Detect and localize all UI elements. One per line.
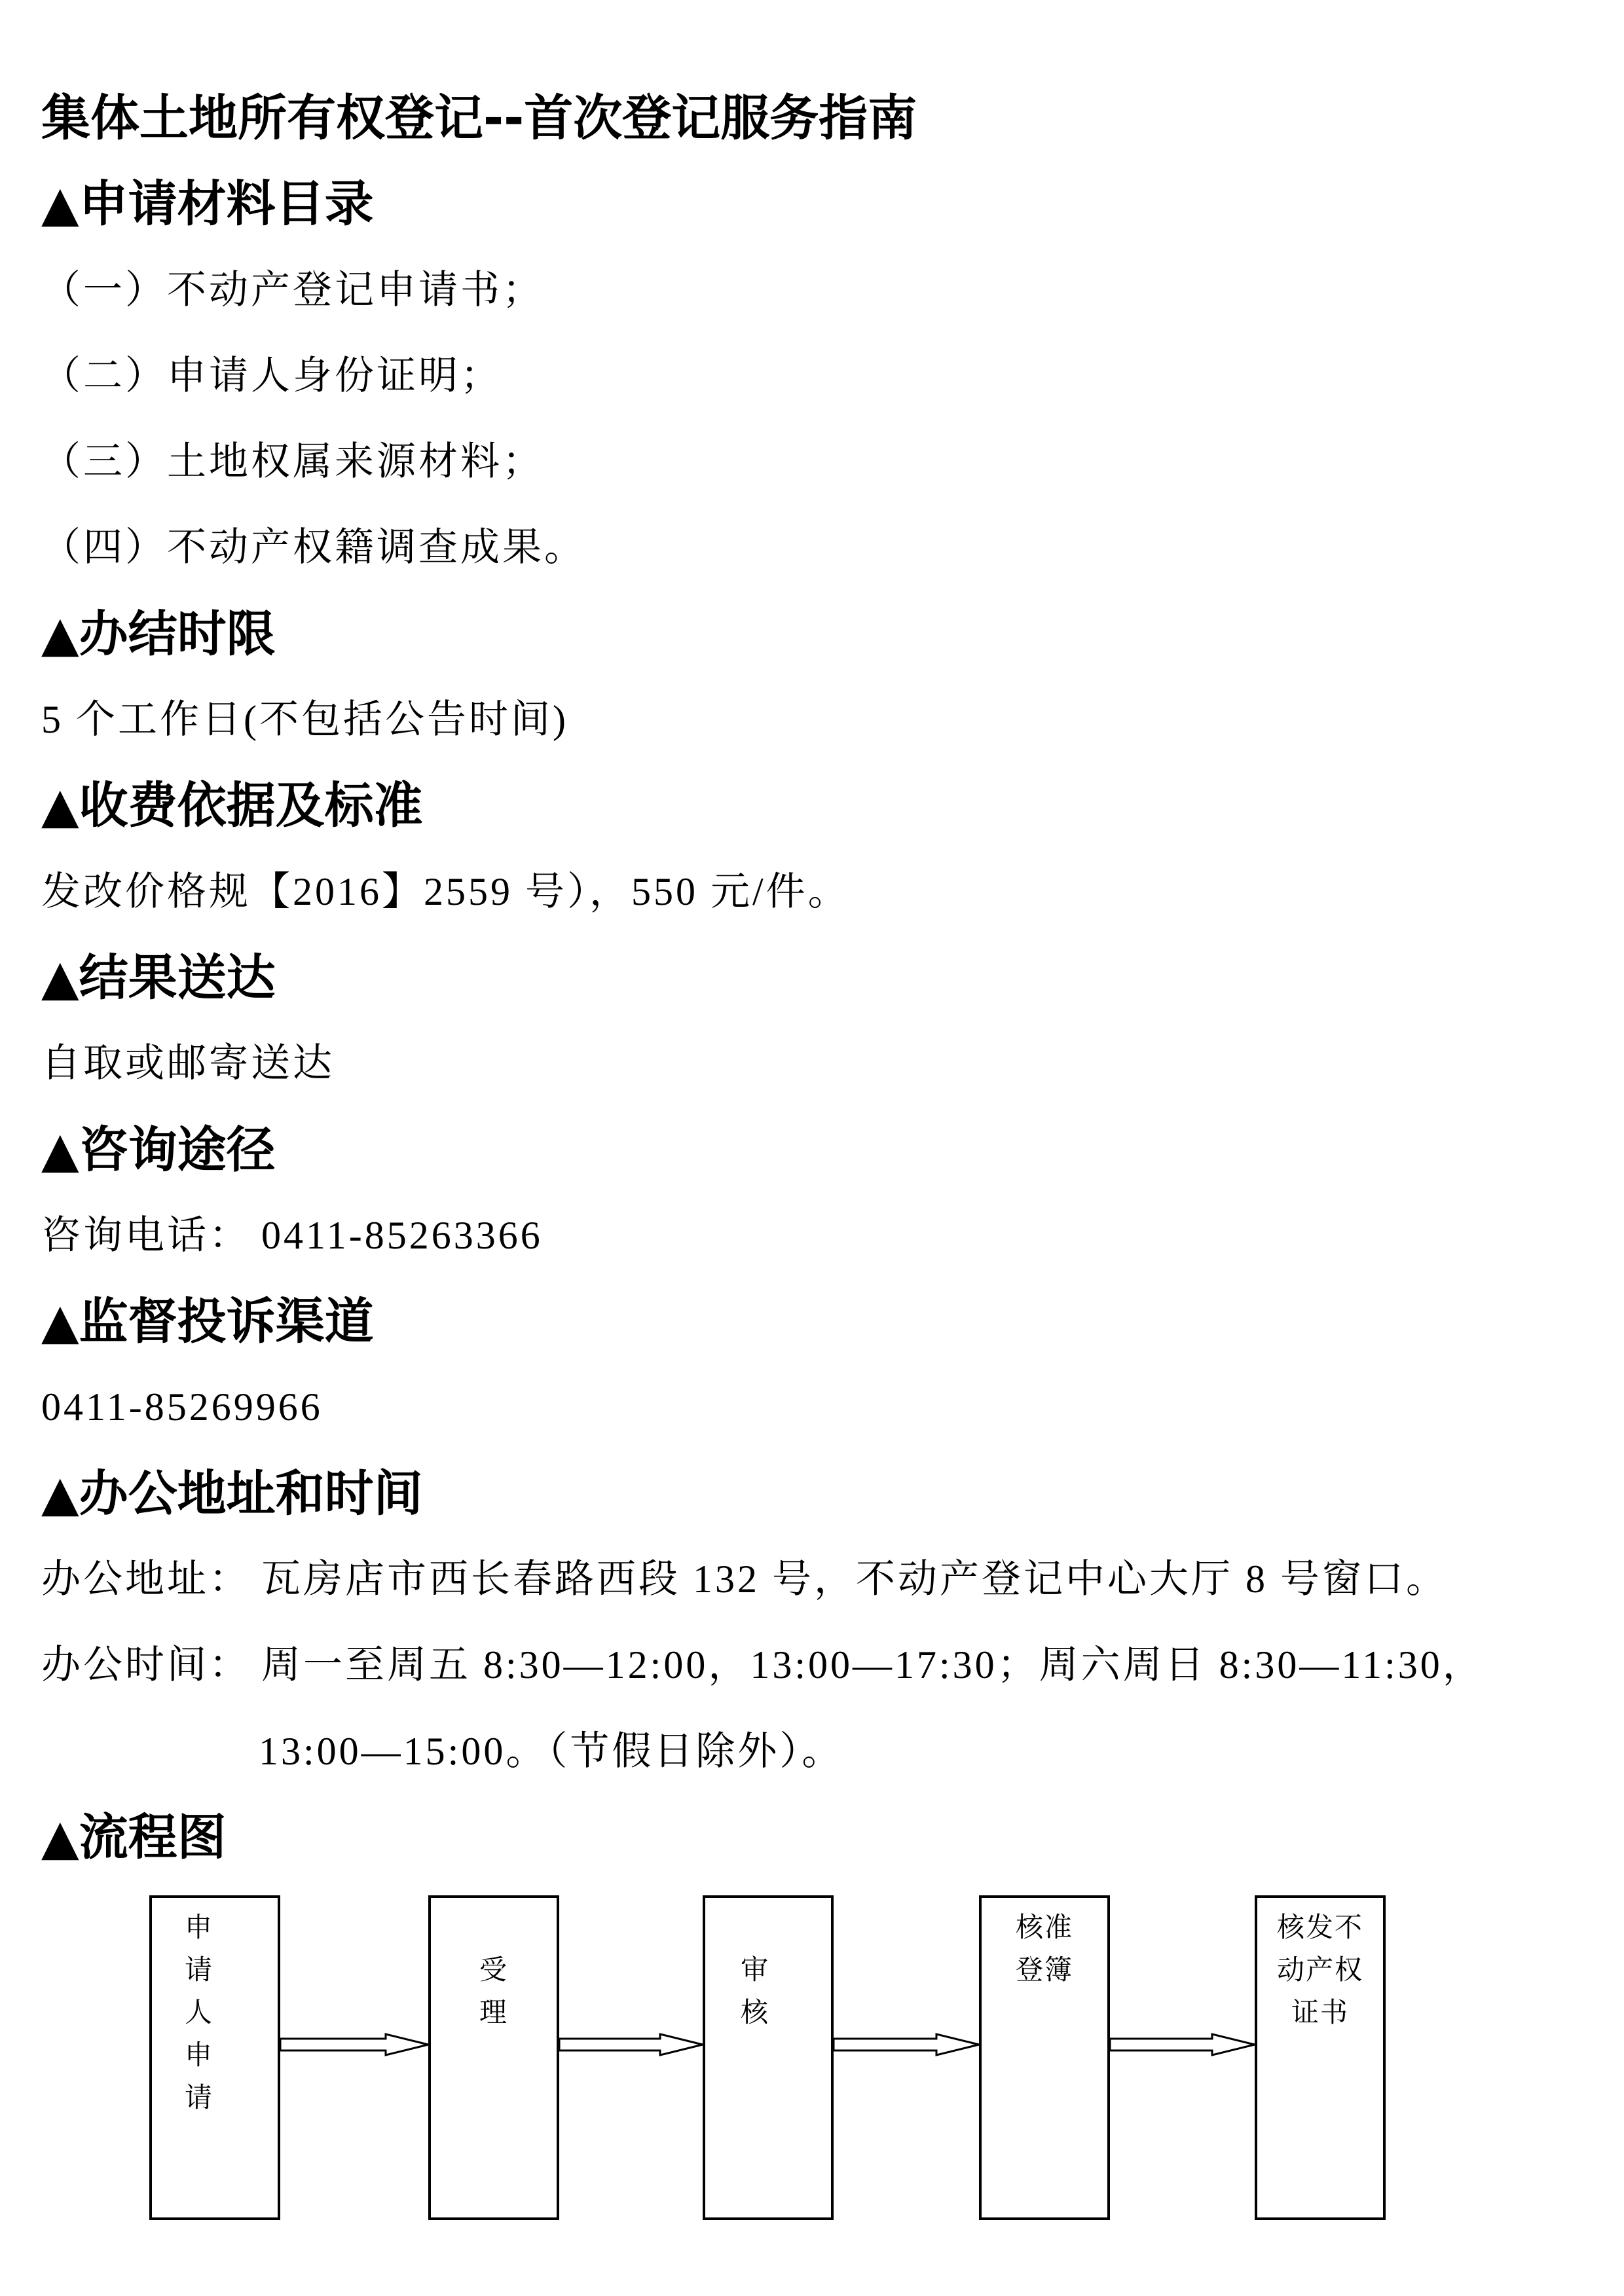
process-flowchart (0, 1895, 1624, 2223)
flow-step-text: 理 (479, 1998, 508, 2028)
guide-text (41, 75, 1593, 1880)
flow-step-text: 核准 (1015, 1913, 1073, 1943)
office-address (41, 1537, 1593, 1622)
flow-arrows (0, 1895, 1624, 2223)
office-hours-value: 周一至周五 8:30—12:00，13:00—17:30；周六周日 8:30—11:30， (261, 1643, 1485, 1687)
flow-step-text: 申 (184, 1913, 213, 1943)
flow-step-text: 人 (184, 1998, 213, 2028)
office-hours (41, 1622, 1593, 1708)
flow-step-text: 证书 (1291, 1998, 1349, 2028)
office-hours-label: 办公时间： (41, 1643, 251, 1687)
consultation-phone-label: 咨询电话： (41, 1213, 251, 1257)
flow-step-text: 核 (740, 1998, 769, 2028)
flow-step-text: 审 (740, 1956, 769, 1986)
time-limit-text: 5 个工作日(不包括公告时间) (41, 698, 568, 742)
flow-arrow (1110, 2034, 1255, 2055)
flow-step-text: 受 (479, 1956, 508, 1986)
flow-step-text: 动产权 (1276, 1956, 1363, 1986)
material-item: （二）申请人身份证明； (41, 354, 502, 397)
fees-text: 发改价格规【2016】2559 号），550 元/件。 (41, 869, 850, 913)
material-item: （一）不动产登记申请书； (41, 268, 544, 312)
heading-flowchart: ▲流程图 (41, 1808, 227, 1866)
office-hours-continued: 13:00—15:00。（节假日除外）。 (259, 1729, 844, 1773)
flow-step-text: 请 (184, 2083, 213, 2113)
delivery-text: 自取或邮寄送达 (41, 1042, 335, 1085)
flow-arrow (280, 2034, 428, 2055)
flow-arrow (834, 2034, 979, 2055)
material-item: （三）土地权属来源材料； (41, 440, 544, 484)
heading-office: ▲办公地址和时间 (41, 1464, 423, 1522)
consultation-phone (41, 1193, 1593, 1279)
complaints-phone-number: 0411-85269966 (41, 1385, 323, 1429)
flow-step-text: 登簿 (1015, 1956, 1073, 1986)
document-title: 集体土地所有权登记--首次登记服务指南 (41, 89, 917, 147)
flow-step-text: 申 (184, 2041, 213, 2071)
material-item: （四）不动产权籍调查成果。 (41, 526, 586, 570)
office-address-value: 瓦房店市西长春路西段 132 号，不动产登记中心大厅 8 号窗口。 (261, 1558, 1448, 1601)
heading-delivery: ▲结果送达 (41, 948, 276, 1006)
heading-materials: ▲申请材料目录 (41, 175, 374, 233)
heading-consultation: ▲咨询途径 (41, 1120, 276, 1178)
flow-step-text: 请 (184, 1956, 213, 1986)
flow-step-text: 核发不 (1276, 1913, 1363, 1943)
consultation-phone-number: 0411-85263366 (261, 1213, 543, 1257)
heading-complaints: ▲监督投诉渠道 (41, 1292, 374, 1351)
office-address-label: 办公地址： (41, 1558, 251, 1601)
heading-time-limit: ▲办结时限 (41, 604, 276, 663)
heading-fees: ▲收费依据及标准 (41, 776, 423, 835)
flow-arrow (559, 2034, 703, 2055)
